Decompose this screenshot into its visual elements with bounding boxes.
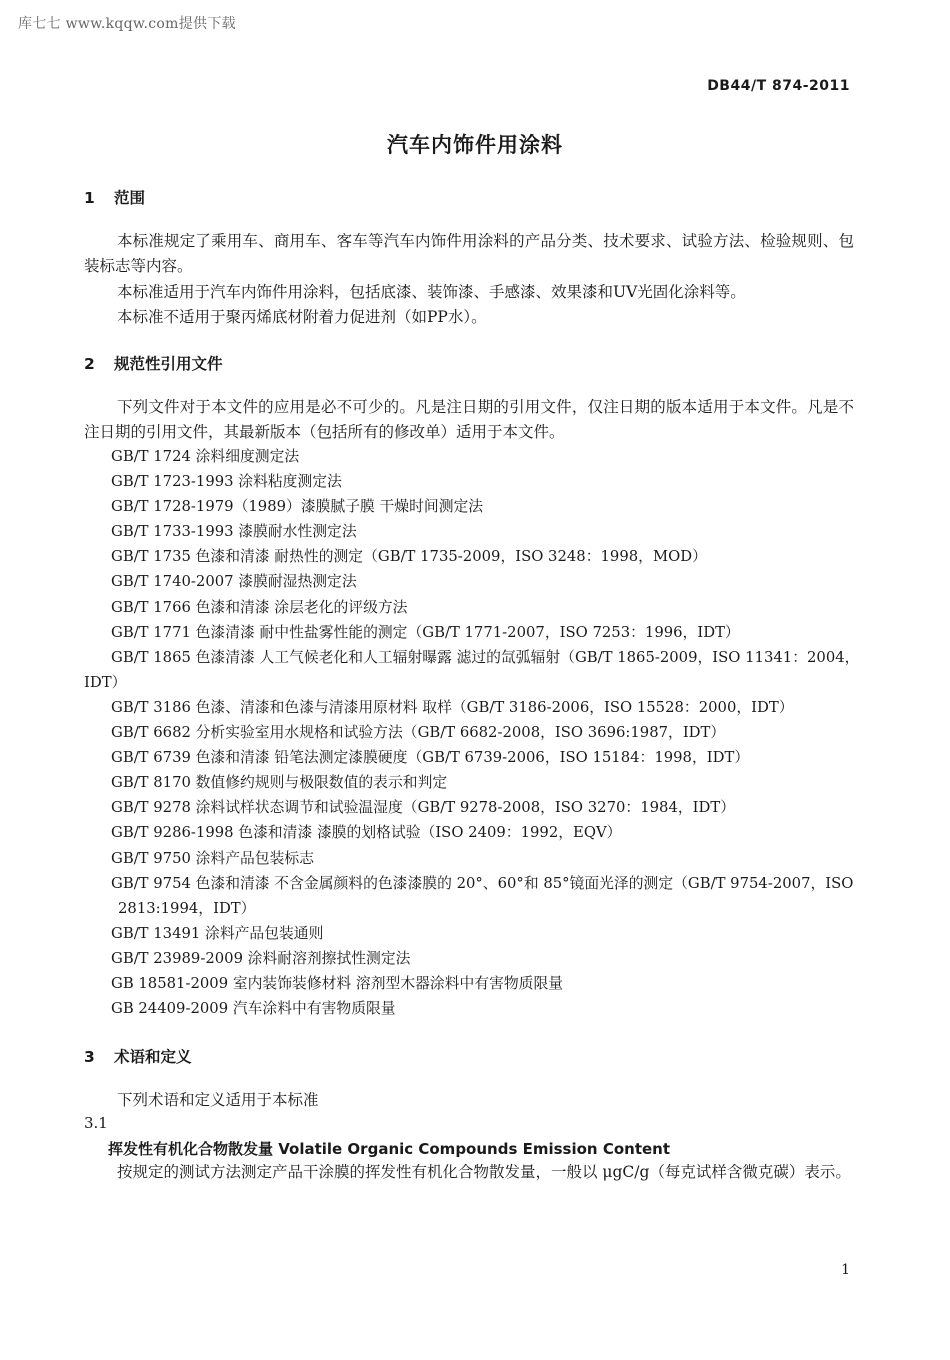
- references-intro: 下列文件对于本文件的应用是必不可少的。凡是注日期的引用文件，仅注日期的版本适用于本文件。凡是不注日期的引用文件，其最新版本（包括所有的修改单）适用于本文件。: [84, 398, 854, 441]
- section-title: 术语和定义: [114, 1048, 192, 1066]
- scope-paragraph-2: 本标准适用于汽车内饰件用涂料，包括底漆、装饰漆、手感漆、效果漆和UV光固化涂料等。: [117, 283, 746, 301]
- section-1-heading: [84, 186, 145, 208]
- scope-paragraph-1: 本标准规定了乘用车、商用车、客车等汽车内饰件用涂料的产品分类、技术要求、试验方法、检验规则、包装标志等内容。: [84, 232, 854, 275]
- reference-item: GB/T 1723-1993 涂料粘度测定法: [111, 473, 342, 491]
- section-number: 3: [84, 1048, 95, 1066]
- reference-item: GB/T 3186 色漆、清漆和色漆与清漆用原材料 取样（GB/T 3186-2006，ISO 15528：2000，IDT）: [111, 698, 794, 716]
- section-title: 范围: [114, 189, 146, 207]
- reference-item: GB/T 9286-1998 色漆和清漆 漆膜的划格试验（ISO 2409：1992，EQV）: [111, 824, 622, 842]
- reference-item: GB 18581-2009 室内装饰装修材料 溶剂型木器涂料中有害物质限量: [111, 974, 564, 992]
- reference-item: GB/T 9278 涂料试样状态调节和试验温湿度（GB/T 9278-2008，ISO 3270：1984，IDT）: [111, 799, 736, 817]
- reference-item: GB/T 1740-2007 漆膜耐湿热测定法: [111, 573, 357, 591]
- reference-item: GB/T 1733-1993 漆膜耐水性测定法: [111, 523, 357, 541]
- reference-item: GB/T 9754 色漆和清漆 不含金属颜料的色漆漆膜的 20°、60°和 85°镜面光泽的测定（GB/T 9754-2007，ISO 2813:1994，IDT）: [111, 874, 854, 917]
- reference-item: GB/T 1771 色漆清漆 耐中性盐雾性能的测定（GB/T 1771-2007，ISO 7253：1996，IDT）: [111, 623, 740, 641]
- reference-item: GB/T 9750 涂料产品包装标志: [111, 849, 314, 867]
- page-number: 1: [841, 1262, 850, 1278]
- reference-item: GB/T 23989-2009 涂料耐溶剂擦拭性测定法: [111, 949, 411, 967]
- reference-item: GB/T 1766 色漆和清漆 涂层老化的评级方法: [111, 598, 408, 616]
- term-definition: 按规定的测试方法测定产品干涂膜的挥发性有机化合物散发量，一般以 μgC/g（每克试样含微克碳）表示。: [117, 1163, 851, 1181]
- reference-item: GB/T 8170 数值修约规则与极限数值的表示和判定: [111, 774, 448, 792]
- reference-item: GB/T 6682 分析实验室用水规格和试验方法（GB/T 6682-2008，ISO 3696:1987，IDT）: [111, 724, 726, 742]
- reference-item: GB/T 13491 涂料产品包装通则: [111, 924, 324, 942]
- scope-paragraph-3: 本标准不适用于聚丙烯底材附着力促进剂（如PP水）。: [117, 308, 487, 326]
- reference-list: [84, 444, 864, 1021]
- reference-item: GB/T 1865 色漆清漆 人工气候老化和人工辐射曝露 滤过的氙弧辐射（GB/T 1865-2009，ISO 11341：2004，IDT）: [84, 648, 860, 691]
- reference-item: GB/T 1728-1979（1989）漆膜腻子膜 干燥时间测定法: [111, 498, 484, 516]
- section-3-heading: [84, 1045, 192, 1067]
- standard-code: DB44/T 874-2011: [707, 78, 850, 94]
- terms-intro: 下列术语和定义适用于本标准: [117, 1091, 319, 1109]
- section-title: 规范性引用文件: [114, 355, 223, 373]
- term-number: 3.1: [84, 1114, 108, 1132]
- reference-item: GB/T 1735 色漆和清漆 耐热性的测定（GB/T 1735-2009，ISO 3248：1998，MOD）: [111, 548, 707, 566]
- watermark: 库七七 www.kqqw.com提供下载: [18, 16, 236, 32]
- reference-item: GB 24409-2009 汽车涂料中有害物质限量: [111, 1000, 396, 1018]
- section-2-heading: [84, 352, 223, 374]
- section-number: 1: [84, 189, 95, 207]
- section-number: 2: [84, 355, 95, 373]
- reference-item: GB/T 1724 涂料细度测定法: [111, 448, 300, 465]
- reference-item: GB/T 6739 色漆和清漆 铅笔法测定漆膜硬度（GB/T 6739-2006，ISO 15184：1998，IDT）: [111, 749, 750, 767]
- term-title: 挥发性有机化合物散发量 Volatile Organic Compounds Emission Content: [108, 1140, 671, 1158]
- document-title: 汽车内饰件用涂料: [387, 133, 563, 157]
